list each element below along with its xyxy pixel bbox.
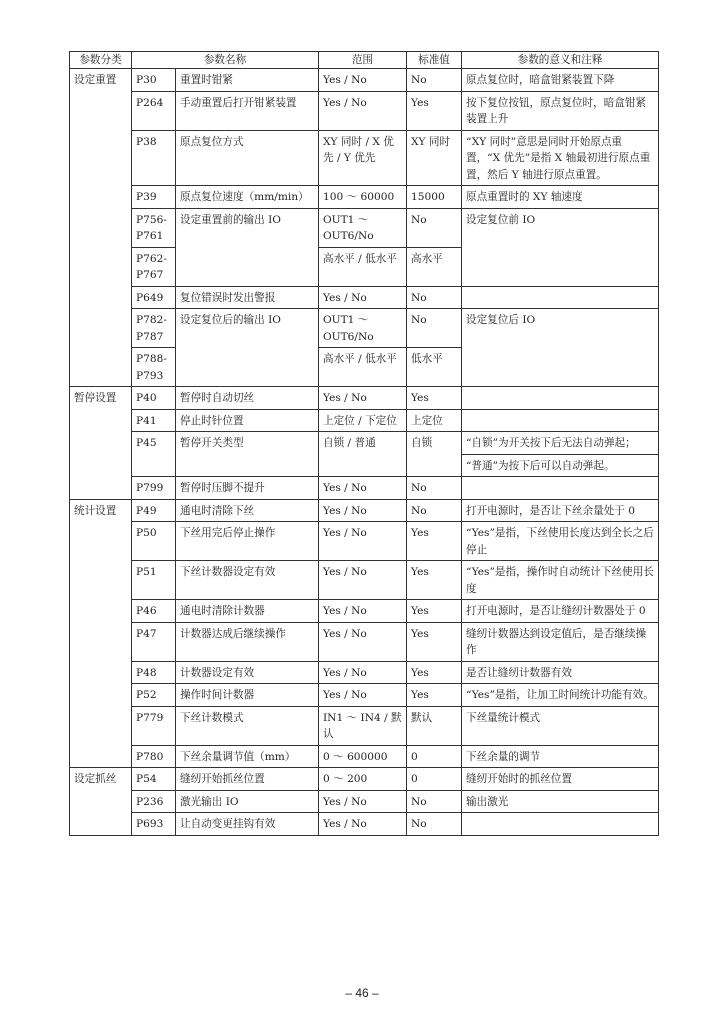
param-code: P46	[132, 600, 176, 623]
table-row	[70, 790, 659, 813]
param-range: Yes / No	[319, 684, 407, 707]
param-range: Yes / No	[319, 790, 407, 813]
param-name: 设定复位后的输出 IO	[176, 309, 319, 387]
table-row	[70, 387, 659, 410]
param-code: P780	[132, 745, 176, 768]
param-standard: 自锁	[407, 432, 462, 477]
param-standard: No	[407, 813, 462, 836]
param-range: Yes / No	[319, 522, 407, 561]
param-note	[462, 409, 659, 432]
param-standard: No	[407, 499, 462, 522]
param-standard: Yes	[407, 387, 462, 410]
param-range: OUT1 ～ OUT6/No	[319, 208, 407, 247]
table-row	[70, 309, 659, 348]
table-row	[70, 622, 659, 661]
param-note: “XY 同时”意思是同时开始原点重置，“X 优先”是指 X 轴最初进行原点重置，然后 Y 轴进行原点重置。	[462, 130, 659, 186]
param-note: 原点复位时，暗盒钳紧装置下降	[462, 69, 659, 92]
param-note	[462, 477, 659, 500]
param-note: “Yes”是指，操作时自动统计下丝使用长度	[462, 561, 659, 600]
param-range: Yes / No	[319, 561, 407, 600]
param-name: 让自动变更挂钩有效	[176, 813, 319, 836]
param-name: 停止时针位置	[176, 409, 319, 432]
param-code: P45	[132, 432, 176, 477]
param-range: Yes / No	[319, 91, 407, 130]
param-name: 重置时钳紧	[176, 69, 319, 92]
param-note	[462, 286, 659, 309]
param-name: 激光输出 IO	[176, 790, 319, 813]
param-name: 操作时间计数器	[176, 684, 319, 707]
param-code: P649	[132, 286, 176, 309]
param-standard: 0	[407, 745, 462, 768]
category-cell: 设定重置	[70, 69, 132, 387]
param-note: 输出激光	[462, 790, 659, 813]
param-note: 设定复位前 IO	[462, 208, 659, 286]
category-cell: 暂停设置	[70, 387, 132, 500]
param-standard: No	[407, 208, 462, 247]
table-row	[70, 684, 659, 707]
param-note: 下丝余量的调节	[462, 745, 659, 768]
param-name: 计数器设定有效	[176, 661, 319, 684]
param-code: P799	[132, 477, 176, 500]
param-name: 下丝计数器设定有效	[176, 561, 319, 600]
table-row	[70, 409, 659, 432]
table-row	[70, 561, 659, 600]
param-code: P236	[132, 790, 176, 813]
param-note: “Yes”是指，让加工时间统计功能有效。	[462, 684, 659, 707]
param-code: P38	[132, 130, 176, 186]
param-standard: No	[407, 309, 462, 348]
param-standard: Yes	[407, 661, 462, 684]
param-note: 按下复位按钮，原点复位时，暗盒钳紧装置上升	[462, 91, 659, 130]
param-range: OUT1 ～ OUT6/No	[319, 309, 407, 348]
param-code: P693	[132, 813, 176, 836]
parameter-table	[69, 51, 659, 836]
table-row	[70, 600, 659, 623]
param-note: “Yes”是指，下丝使用长度达到全长之后停止	[462, 522, 659, 561]
param-range: Yes / No	[319, 477, 407, 500]
param-note: 下丝量统计模式	[462, 706, 659, 745]
param-name: 暂停开关类型	[176, 432, 319, 477]
param-code: P47	[132, 622, 176, 661]
param-note: 打开电源时，是否让下丝余量处于 0	[462, 499, 659, 522]
table-row	[70, 432, 659, 455]
param-standard: 15000	[407, 186, 462, 209]
param-note	[462, 813, 659, 836]
param-standard: Yes	[407, 91, 462, 130]
table-row	[70, 69, 659, 92]
table-row	[70, 499, 659, 522]
param-standard: 默认	[407, 706, 462, 745]
param-code: P782-P787	[132, 309, 176, 348]
param-standard: No	[407, 477, 462, 500]
param-code: P52	[132, 684, 176, 707]
table-row	[70, 186, 659, 209]
param-standard: Yes	[407, 684, 462, 707]
param-standard: 高水平	[407, 247, 462, 286]
param-range: Yes / No	[319, 499, 407, 522]
param-note: 缝纫开始时的抓丝位置	[462, 768, 659, 791]
param-code: P30	[132, 69, 176, 92]
param-standard: 0	[407, 768, 462, 791]
table-row	[70, 286, 659, 309]
param-range: Yes / No	[319, 387, 407, 410]
param-standard: Yes	[407, 522, 462, 561]
param-standard: Yes	[407, 600, 462, 623]
param-standard: 上定位	[407, 409, 462, 432]
param-code: P41	[132, 409, 176, 432]
table-row	[70, 91, 659, 130]
param-code: P39	[132, 186, 176, 209]
param-note: “自锁”为开关按下后无法自动弹起；	[462, 432, 659, 455]
table-row	[70, 813, 659, 836]
category-cell: 设定抓丝	[70, 768, 132, 836]
param-range: Yes / No	[319, 622, 407, 661]
param-code: P50	[132, 522, 176, 561]
param-range: Yes / No	[319, 661, 407, 684]
param-code: P264	[132, 91, 176, 130]
param-name: 复位错误时发出警报	[176, 286, 319, 309]
param-code: P788-P793	[132, 348, 176, 387]
param-range: 0 ～ 600000	[319, 745, 407, 768]
param-standard: No	[407, 69, 462, 92]
param-range: IN1 ～ IN4 / 默认	[319, 706, 407, 745]
param-code: P54	[132, 768, 176, 791]
param-range: XY 同时 / X 优先 / Y 优先	[319, 130, 407, 186]
param-code: P51	[132, 561, 176, 600]
header-standard: 标准值	[407, 52, 462, 69]
param-range: 0 ～ 200	[319, 768, 407, 791]
param-range: 上定位 / 下定位	[319, 409, 407, 432]
param-range: Yes / No	[319, 69, 407, 92]
param-name: 下丝余量调节值（mm）	[176, 745, 319, 768]
param-standard: Yes	[407, 561, 462, 600]
param-code: P48	[132, 661, 176, 684]
param-code: P756-P761	[132, 208, 176, 247]
table-header-row	[70, 52, 659, 69]
param-range: Yes / No	[319, 286, 407, 309]
param-name: 原点复位速度（mm/min）	[176, 186, 319, 209]
param-note: 是否让缝纫计数器有效	[462, 661, 659, 684]
param-name: 通电时清除计数器	[176, 600, 319, 623]
param-standard: No	[407, 790, 462, 813]
param-name: 暂停时压脚不提升	[176, 477, 319, 500]
param-code: P762-P767	[132, 247, 176, 286]
param-range: Yes / No	[319, 813, 407, 836]
param-name: 缝纫开始抓丝位置	[176, 768, 319, 791]
header-note: 参数的意义和注释	[462, 52, 659, 69]
param-note: “普通”为按下后可以自动弹起。	[462, 454, 659, 477]
param-name: 通电时清除下丝	[176, 499, 319, 522]
page-number: – 46 –	[345, 986, 379, 1000]
param-note	[462, 387, 659, 410]
param-name: 下丝用完后停止操作	[176, 522, 319, 561]
param-note: 缝纫计数器达到设定值后，是否继续操作	[462, 622, 659, 661]
table-row	[70, 706, 659, 745]
param-note: 设定复位后 IO	[462, 309, 659, 387]
param-standard: XY 同时	[407, 130, 462, 186]
param-standard: 低水平	[407, 348, 462, 387]
param-code: P49	[132, 499, 176, 522]
param-code: P779	[132, 706, 176, 745]
param-name: 计数器达成后继续操作	[176, 622, 319, 661]
param-range: 高水平 / 低水平	[319, 247, 407, 286]
param-standard: No	[407, 286, 462, 309]
table-row	[70, 522, 659, 561]
param-name: 暂停时自动切丝	[176, 387, 319, 410]
param-standard: Yes	[407, 622, 462, 661]
param-name: 设定重置前的输出 IO	[176, 208, 319, 286]
table-row	[70, 745, 659, 768]
param-range: 100 ～ 60000	[319, 186, 407, 209]
param-note: 打开电源时，是否让缝纫计数器处于 0	[462, 600, 659, 623]
table-row	[70, 477, 659, 500]
header-category: 参数分类	[70, 52, 132, 69]
param-range: 高水平 / 低水平	[319, 348, 407, 387]
category-cell: 统计设置	[70, 499, 132, 768]
header-range: 范围	[319, 52, 407, 69]
param-range: Yes / No	[319, 600, 407, 623]
param-code: P40	[132, 387, 176, 410]
param-name: 下丝计数模式	[176, 706, 319, 745]
header-name: 参数名称	[132, 52, 319, 69]
param-note: 原点重置时的 XY 轴速度	[462, 186, 659, 209]
table-row	[70, 661, 659, 684]
param-name: 原点复位方式	[176, 130, 319, 186]
param-name: 手动重置后打开钳紧装置	[176, 91, 319, 130]
table-row	[70, 130, 659, 186]
table-row	[70, 768, 659, 791]
table-row	[70, 208, 659, 247]
param-range: 自锁 / 普通	[319, 432, 407, 477]
